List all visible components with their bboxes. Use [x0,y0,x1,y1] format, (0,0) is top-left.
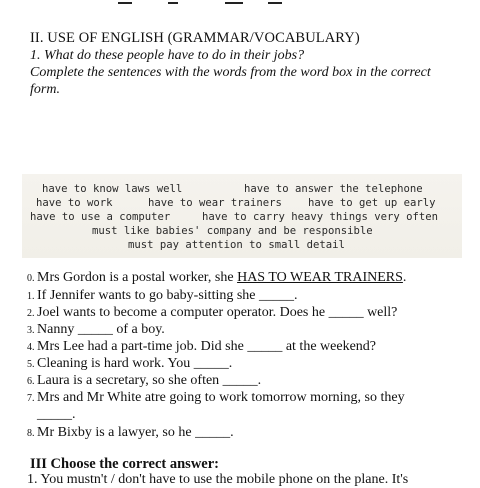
word-box-phrase: must like babies' company and be responsible [92,225,373,237]
section-2-heading: II. USE OF ENGLISH (GRAMMAR/VOCABULARY) [30,30,360,46]
instruction-line-3: form. [30,82,60,97]
exercise-item-3 [27,322,165,338]
word-box [22,174,462,258]
instruction-line-1: 1. What do these people have to do in their jobs? [30,48,305,63]
example-answer: HAS TO WEAR TRAINERS [237,270,403,285]
item-number: 0. [27,273,35,284]
section-3-heading: III Choose the correct answer: [30,456,219,472]
item-text: If Jennifer wants to go baby-sitting she _____. [37,288,298,303]
item-text: _____. [37,407,76,422]
item-number: 3. [27,325,35,336]
exercise-item-8 [27,425,234,441]
item-text: Laura is a secretary, so she often _____. [37,373,262,388]
cut-mark [268,2,282,4]
word-box-phrase: have to use a computer [30,211,171,223]
exercise-item-0: 0. Mrs Gordon is a postal worker, she HAS TO WEAR TRAINERS. [27,270,407,285]
item-number: 7. [27,393,35,404]
item-number: 5. [27,359,35,370]
item-number: 6. [27,376,35,387]
item-text: Mr Bixby is a lawyer, so he _____. [37,425,234,440]
word-box-phrase: have to get up early [308,197,436,209]
exercise-item-6 [27,373,261,389]
word-box-phrase: have to carry heavy things very often [202,211,438,223]
exercise-item-7-continued [37,407,76,423]
top-cut-strip [0,0,480,10]
item-number: 4. [27,342,35,353]
cut-mark [168,2,178,4]
cut-mark [118,2,132,4]
item-number: 2. [27,308,35,319]
item-text: Nanny _____ of a boy. [37,322,165,337]
exercise-item-5 [27,356,232,372]
instruction-line-2: Complete the sentences with the words from the word box in the correct [30,65,431,80]
item-text: Mrs and Mr White atre going to work tomorrow morning, so they [37,390,405,405]
word-box-phrase: have to wear trainers [148,197,282,209]
item-text: Mrs Lee had a part-time job. Did she _____ at the weekend? [37,339,377,354]
cut-mark [225,2,243,4]
item-number: 1. [27,291,35,302]
exercise-item-7 [27,390,405,406]
word-box-phrase: have to work [36,197,113,209]
exercise-item-2 [27,305,397,321]
item-text: Cleaning is hard work. You _____. [37,356,233,371]
exercise-item-1 [27,288,298,304]
section-3-item-1: 1. You mustn't / don't have to use the mobile phone on the plane. It's [27,472,409,487]
word-box-phrase: have to know laws well [42,183,183,195]
item-text: Joel wants to become a computer operator. Does he _____ well? [37,305,398,320]
word-box-phrase: have to answer the telephone [244,183,423,195]
exercise-item-4 [27,339,376,355]
word-box-phrase: must pay attention to small detail [128,239,345,251]
item-number: 8. [27,428,35,439]
